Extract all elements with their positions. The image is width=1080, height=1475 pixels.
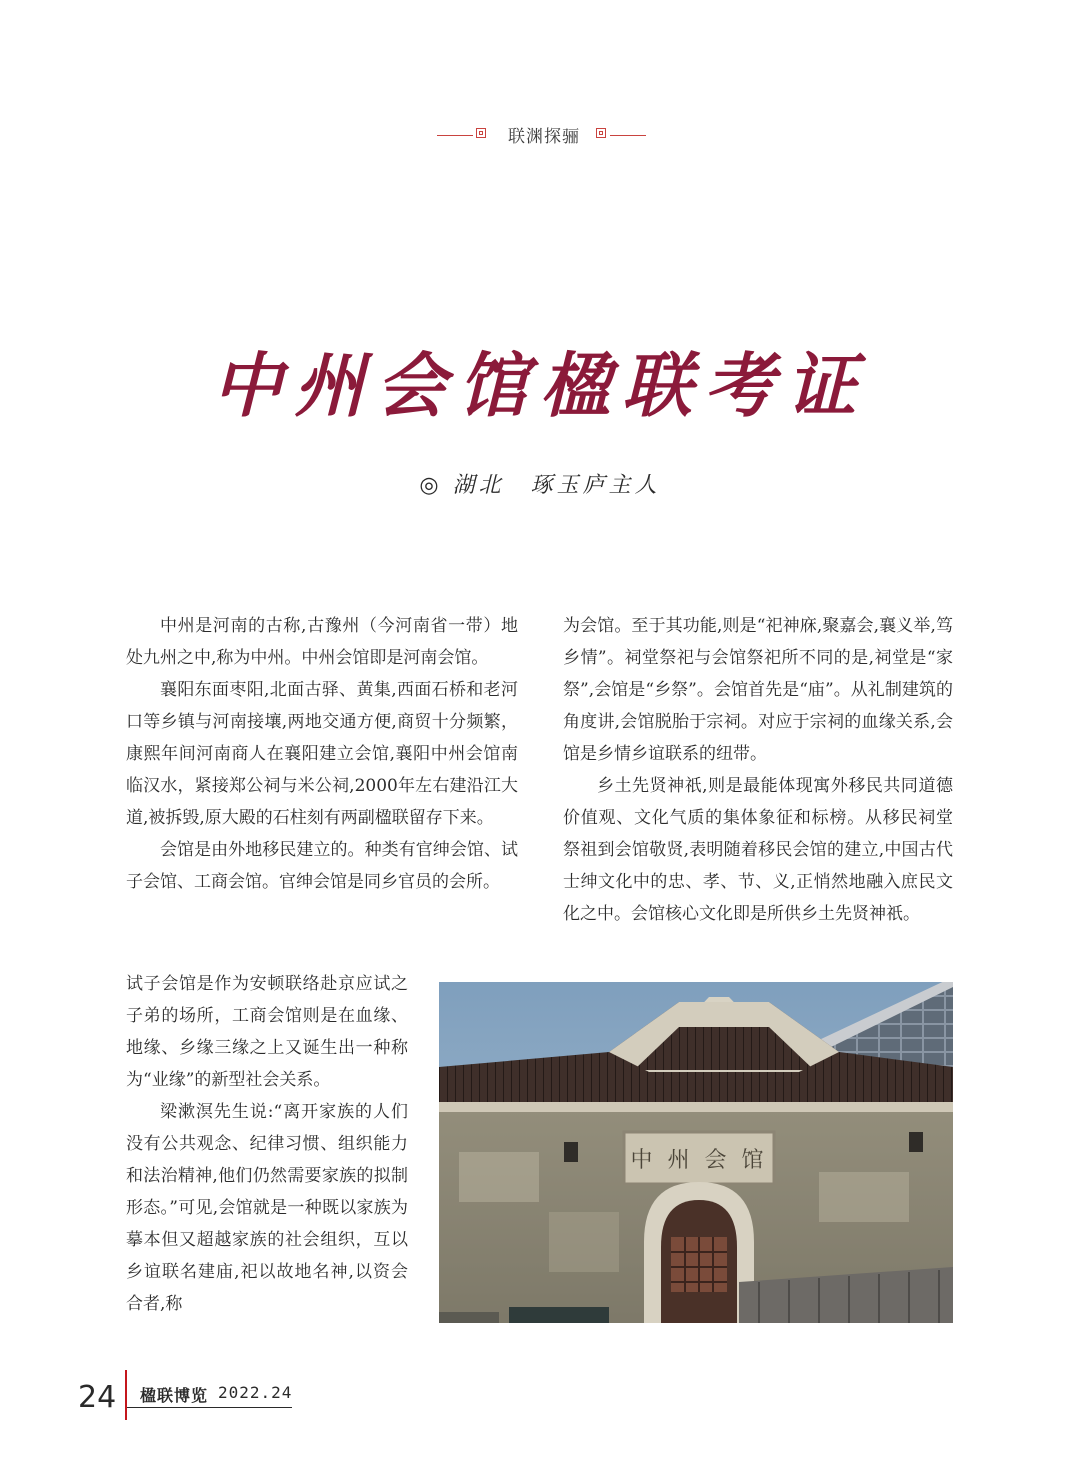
body-column-left-wrap bbox=[126, 968, 408, 1320]
page-number: 24 bbox=[78, 1380, 117, 1415]
ornament-line-left bbox=[437, 135, 473, 136]
paragraph: 中州是河南的古称,古豫州（今河南省一带）地处九州之中,称为中州。中州会馆即是河南会馆。 bbox=[126, 616, 518, 668]
footer-accent-bar bbox=[125, 1370, 127, 1420]
body-column-left-top bbox=[126, 610, 518, 898]
article-title: 中州会馆楹联考证 bbox=[212, 344, 868, 427]
signboard-text: 中 州 会 馆 bbox=[630, 1148, 768, 1173]
paragraph: 为会馆。至于其功能,则是“祀神庥,聚嘉会,襄义举,笃乡情”。祠堂祭祀与会馆祭祀所不同的是,祠堂是“家祭”,会馆是“乡祭”。会馆首先是“庙”。从礼制建筑的角度讲,会馆脱胎于宗祠。对应于宗祠的血缘关系,会馆是乡情乡谊联系的纽带。 bbox=[563, 616, 953, 764]
byline-mark-icon: ◎ bbox=[419, 473, 443, 498]
section-label: 联渊探骊 bbox=[508, 127, 580, 147]
paragraph: 梁漱溟先生说:“离开家族的人们没有公共观念、纪律习惯、组织能力和法治精神,他们仍然需要家族的拟制形态。”可见,会馆就是一种既以家族为摹本但又超越家族的社会组织，互以乡谊联名建庙,祀以故地名神,以资会合者,称 bbox=[126, 1102, 408, 1314]
footer-underline bbox=[127, 1407, 292, 1408]
ornament-square-right-icon bbox=[596, 128, 606, 138]
article-byline bbox=[0, 468, 1080, 499]
ornament-line-right bbox=[610, 135, 646, 136]
paragraph: 试子会馆是作为安顿联络赴京应试之子弟的场所，工商会馆则是在血缘、地缘、乡缘三缘之上又诞生出一种称为“业缘”的新型社会关系。 bbox=[126, 974, 408, 1090]
ornament-square-left-icon bbox=[476, 128, 486, 138]
guild-hall-photo bbox=[439, 982, 953, 1323]
paragraph: 乡土先贤神祇,则是最能体现寓外移民共同道德价值观、文化气质的集体象征和标榜。从移民祠堂祭祖到会馆敬贤,表明随着移民会馆的建立,中国古代士绅文化中的忠、孝、节、义,正悄然地融入庶民文化之中。会馆核心文化即是所供乡土先贤神祇。 bbox=[563, 776, 953, 924]
byline-author: 湖北 琢玉庐主人 bbox=[452, 473, 661, 498]
section-header bbox=[0, 122, 1080, 146]
issue-number: 2022.24 bbox=[218, 1383, 293, 1402]
paragraph: 会馆是由外地移民建立的。种类有官绅会馆、试子会馆、工商会馆。官绅会馆是同乡官员的会所。 bbox=[126, 840, 518, 892]
publication-name: 楹联博览 bbox=[140, 1386, 209, 1405]
paragraph: 襄阳东面枣阳,北面古驿、黄集,西面石桥和老河口等乡镇与河南接壤,两地交通方便,商贸十分频繁，康熙年间河南商人在襄阳建立会馆,襄阳中州会馆南临汉水，紧接郑公祠与米公祠,2000年左右建沿江大道,被拆毁,原大殿的石柱刻有两副楹联留存下来。 bbox=[126, 680, 518, 828]
body-column-right bbox=[563, 610, 953, 930]
